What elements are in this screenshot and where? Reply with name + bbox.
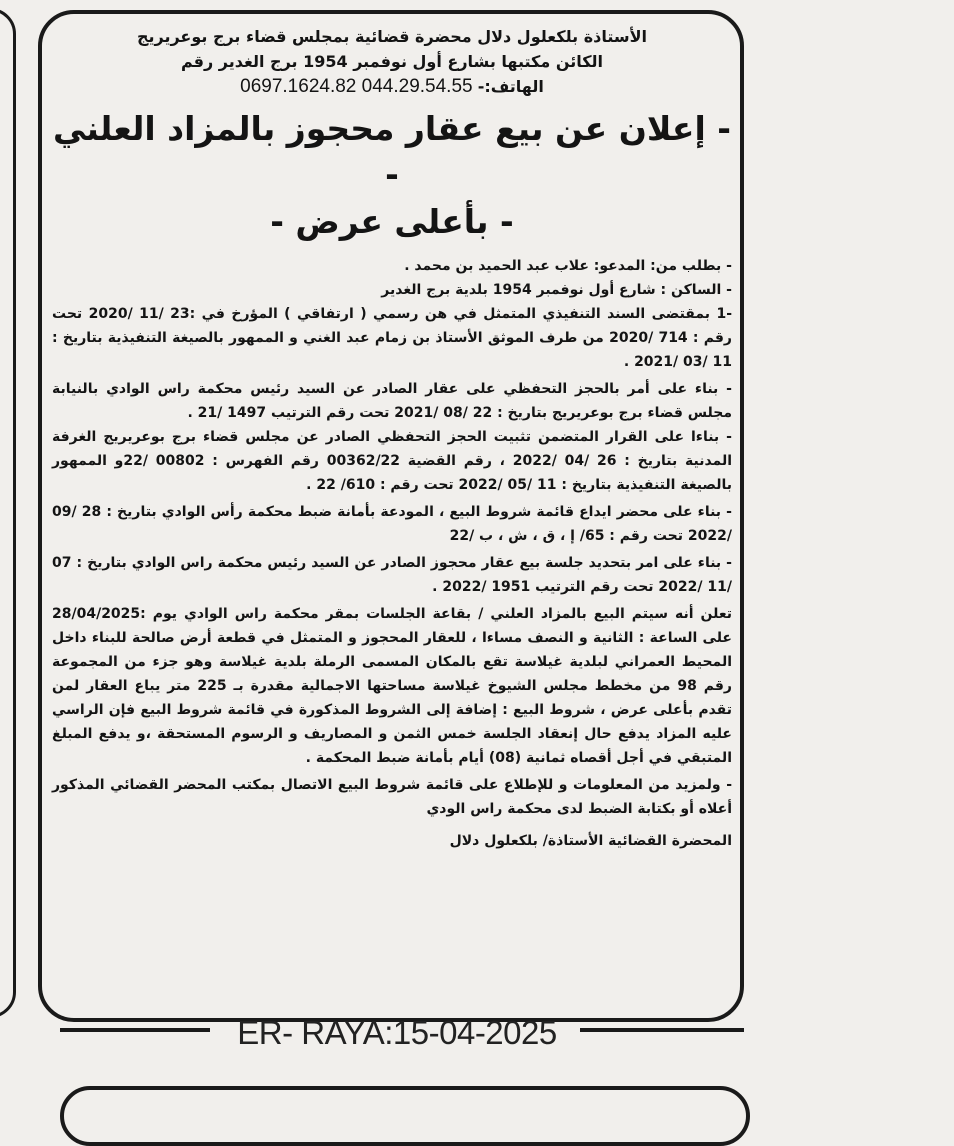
adjacent-column-border bbox=[0, 8, 16, 1018]
publication-footer: ER- RAYA:15-04-2025 bbox=[237, 1014, 557, 1051]
more-information: - ولمزيد من المعلومات و للإطلاع على قائمة شروط البيع الاتصال بمكتب المحضر القضائي المذكور أعلاه أو بكتابة الضبط لدى محكمة راس الودي bbox=[52, 777, 732, 817]
legal-notice bbox=[52, 24, 732, 853]
auction-announcement: تعلن أنه سيتم البيع بالمزاد العلني / بقاعة الجلسات بمقر محكمة راس الوادي يوم :28/04/2025 على الساعة : الثانية و النصف مساءا ، للعقار المحجوز و المتمثل في قطعة أرض صالحة للبناء داخل المحيط العمراني لبلدية غيلاسة تقع بالمكان المسمى الرملة بلدية غيلاسة وهو جزء من المجموعة رقم 98 من مخطط مجلس الشيوخ غيلاسة مساحتها الاجمالية مقدرة بـ 225 متر يباع العقار لمن تقدم بأعلى عرض ، شروط البيع : إضافة إلى الشروط المذكورة في قائمة شروط البيع فإن الراسي عليه المزاد يدفع حال إنعقاد الجلسة خمس الثمن و المصاريف و الرسوم المستحقة ،و يدفع المبلغ المتبقي في أجل أقصاه ثمانية (08) أيام بأمانة ضبط المحكمة . bbox=[52, 606, 732, 766]
residence: - الساكن : شارع أول نوفمبر 1954 بلدية برج الغدير bbox=[381, 282, 732, 298]
footer-rule-left bbox=[60, 1028, 210, 1032]
notice-title: - إعلان عن بيع عقار محجوز بالمزاد العلني - bbox=[53, 109, 731, 194]
notice-subtitle: - بأعلى عرض - bbox=[270, 202, 514, 241]
requester: - بطلب من: المدعو: علاب عبد الحميد بن محمد . bbox=[404, 258, 732, 274]
office-address: الكائن مكتبها بشارع أول نوفمبر 1954 برج الغدير رقم bbox=[180, 52, 604, 71]
signature: المحضرة القضائية الأستاذة/ بلكعلول دلال bbox=[449, 833, 732, 849]
clause-hearing-order: - بناء على امر بتحديد جلسة بيع عقار محجوز الصادر عن السيد رئيس محكمة راس الوادي بتاريخ : 07 /11 /2022 تحت رقم الترتيب 1951 /2022 . bbox=[52, 555, 732, 595]
clause-seizure-order: - بناء على أمر بالحجز التحفظي على عقار الصادر عن السيد رئيس محكمة راس الوادي بالنيابة مجلس قضاء برج بوعريريج بتاريخ : 22 /08 /2021 تحت رقم الترتيب 1497 /21 . bbox=[52, 381, 732, 421]
clause-conditions-deposit: - بناء على محضر ايداع قائمة شروط البيع ، المودعة بأمانة ضبط محكمة رأس الوادي بتاريخ : 28 /09 /2022 تحت رقم : 65/ إ ، ق ، ش ، ب /22 bbox=[52, 504, 732, 544]
clause-seizure-confirmation: - بناءا على القرار المتضمن تثبيت الحجز التحفظي الصادر عن مجلس قضاء برج بوعريريج الغرفة المدنية بتاريخ : 26 /04 /2022 ، رقم القضية 00362/22 رقم الفهرس : 00802 /22و الممهور بالصيغة التنفيذية بتاريخ : 11 /05 /2022 تحت رقم : 610/ 22 . bbox=[52, 429, 732, 493]
clause-enforcement-title: -1 بمقتضى السند التنفيذي المتمثل في هن رسمي ( ارتفاقي ) المؤرخ في :23 /11 /2020 تحت رقم : 714 /2020 من طرف الموثق الأستاذ بن زمام عبد الغني و الممهور بالصيغة التنفيذية بتاريخ : 11 /03 /2021 . bbox=[52, 306, 732, 370]
phone-line bbox=[52, 74, 732, 100]
next-notice-border bbox=[60, 1086, 750, 1146]
footer-rule-right bbox=[580, 1028, 744, 1032]
phone-label: الهاتف:- bbox=[477, 77, 544, 96]
phone-numbers: 0697.1624.82 044.29.54.55 bbox=[240, 76, 473, 97]
bailiff-name: الأستاذة بلكعلول دلال محضرة قضائية بمجلس قضاء برج بوعريريج bbox=[136, 27, 648, 46]
